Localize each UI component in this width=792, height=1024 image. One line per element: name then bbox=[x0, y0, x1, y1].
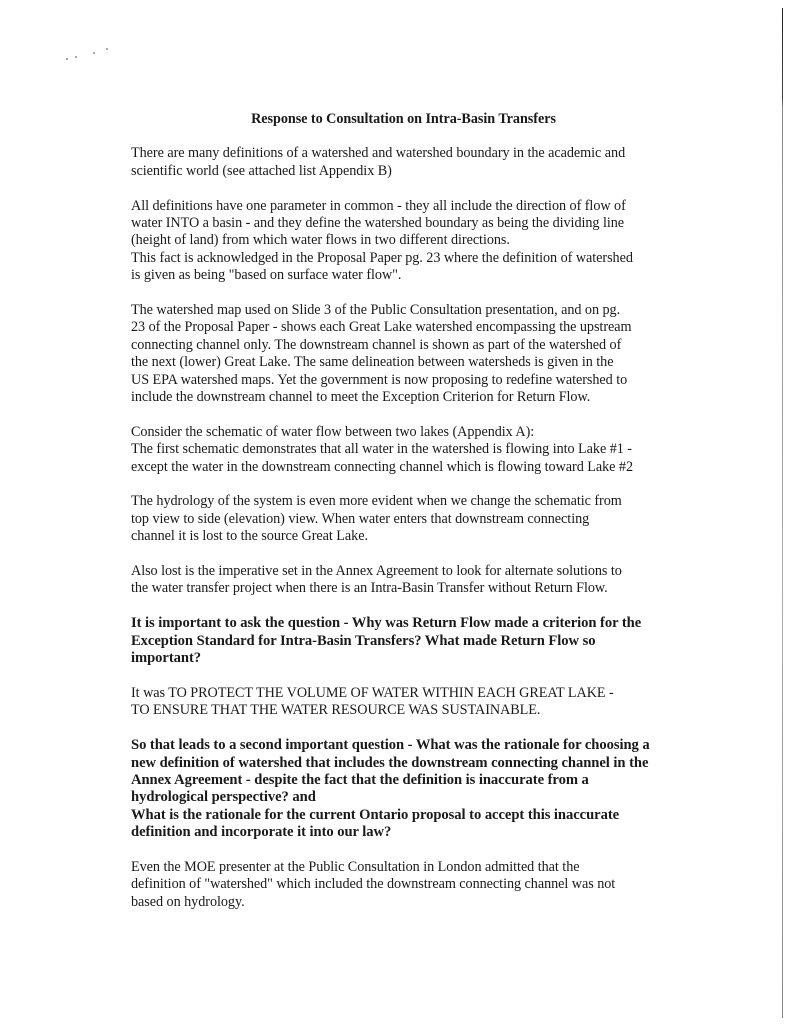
text-line: water INTO a basin - and they define the watershed boundary as being the dividing line bbox=[131, 215, 625, 232]
text-line: connecting channel only. The downstream channel is shown as part of the watershed of bbox=[131, 336, 622, 353]
text-line: the water transfer project when there is an Intra-Basin Transfer without Return Flow. bbox=[131, 580, 608, 597]
text-line: It was TO PROTECT THE VOLUME OF WATER WITHIN EACH GREAT LAKE - bbox=[131, 684, 614, 701]
text-line: is given as being "based on surface water flow". bbox=[131, 267, 402, 284]
text-line: except the water in the downstream connecting channel which is flowing toward Lake #2 bbox=[131, 458, 633, 475]
text-line: It is important to ask the question - Why was Return Flow made a criterion for the bbox=[131, 615, 642, 632]
text-line: So that leads to a second important question - What was the rationale for choosing a bbox=[131, 737, 650, 754]
document-body bbox=[131, 145, 676, 911]
text-line: There are many definitions of a watershed and watershed boundary in the academic and bbox=[131, 145, 626, 162]
scan-speck bbox=[106, 48, 108, 50]
text-line: Exception Standard for Intra-Basin Transfers? What made Return Flow so bbox=[131, 632, 596, 649]
document-title: Response to Consultation on Intra-Basin Transfers bbox=[251, 111, 556, 127]
text-line: 23 of the Proposal Paper - shows each Great Lake watershed encompassing the upstream bbox=[131, 319, 632, 336]
scan-speck bbox=[93, 52, 95, 54]
text-line: US EPA watershed maps. Yet the government is now proposing to redefine watershed to bbox=[131, 371, 628, 388]
scan-edge-line bbox=[782, 8, 783, 1018]
text-line: Also lost is the imperative set in the Annex Agreement to look for alternate solutions to bbox=[131, 563, 622, 580]
text-line: The watershed map used on Slide 3 of the Public Consultation presentation, and on pg. bbox=[131, 302, 621, 319]
text-line: top view to side (elevation) view. When water enters that downstream connecting bbox=[131, 510, 590, 527]
text-line: definition and incorporate it into our law? bbox=[131, 824, 392, 841]
text-line: All definitions have one parameter in common - they all include the direction of flow of bbox=[131, 197, 626, 214]
scan-speck bbox=[66, 58, 68, 60]
paragraph bbox=[131, 685, 676, 720]
text-line: the next (lower) Great Lake. The same delineation between watersheds is given in the bbox=[131, 354, 614, 371]
text-line: The hydrology of the system is even more evident when we change the schematic from bbox=[131, 493, 622, 510]
bold-paragraph bbox=[131, 615, 676, 667]
text-line: hydrological perspective? and bbox=[131, 789, 316, 806]
text-line: Consider the schematic of water flow between two lakes (Appendix A): bbox=[131, 423, 535, 440]
paragraph bbox=[131, 424, 676, 476]
text-line: based on hydrology. bbox=[131, 893, 245, 910]
text-line: definition of "watershed" which included the downstream connecting channel was not bbox=[131, 876, 616, 893]
text-line: scientific world (see attached list Appendix B) bbox=[131, 162, 392, 179]
paragraph bbox=[131, 859, 676, 911]
bold-paragraph bbox=[131, 737, 676, 841]
text-line: new definition of watershed that includes the downstream connecting channel in the bbox=[131, 754, 649, 771]
text-line: TO ENSURE THAT THE WATER RESOURCE WAS SUSTAINABLE. bbox=[131, 702, 541, 719]
text-line: What is the rationale for the current Ontario proposal to accept this inaccurate bbox=[131, 806, 620, 823]
text-line: The first schematic demonstrates that all water in the watershed is flowing into Lake #1 - bbox=[131, 441, 632, 458]
paragraph bbox=[131, 198, 676, 285]
text-line: This fact is acknowledged in the Proposal Paper pg. 23 where the definition of watershed bbox=[131, 249, 633, 266]
text-line: include the downstream channel to meet the Exception Criterion for Return Flow. bbox=[131, 389, 591, 406]
text-line: channel it is lost to the source Great Lake. bbox=[131, 528, 368, 545]
paragraph bbox=[131, 563, 676, 598]
text-line: (height of land) from which water flows in two different directions. bbox=[131, 232, 510, 249]
document-page bbox=[131, 111, 676, 929]
text-line: important? bbox=[131, 650, 202, 667]
paragraph bbox=[131, 145, 676, 180]
scan-speck bbox=[75, 56, 77, 58]
paragraph bbox=[131, 493, 676, 545]
text-line: Even the MOE presenter at the Public Consultation in London admitted that the bbox=[131, 858, 580, 875]
text-line: Annex Agreement - despite the fact that the definition is inaccurate from a bbox=[131, 771, 589, 788]
paragraph bbox=[131, 302, 676, 406]
